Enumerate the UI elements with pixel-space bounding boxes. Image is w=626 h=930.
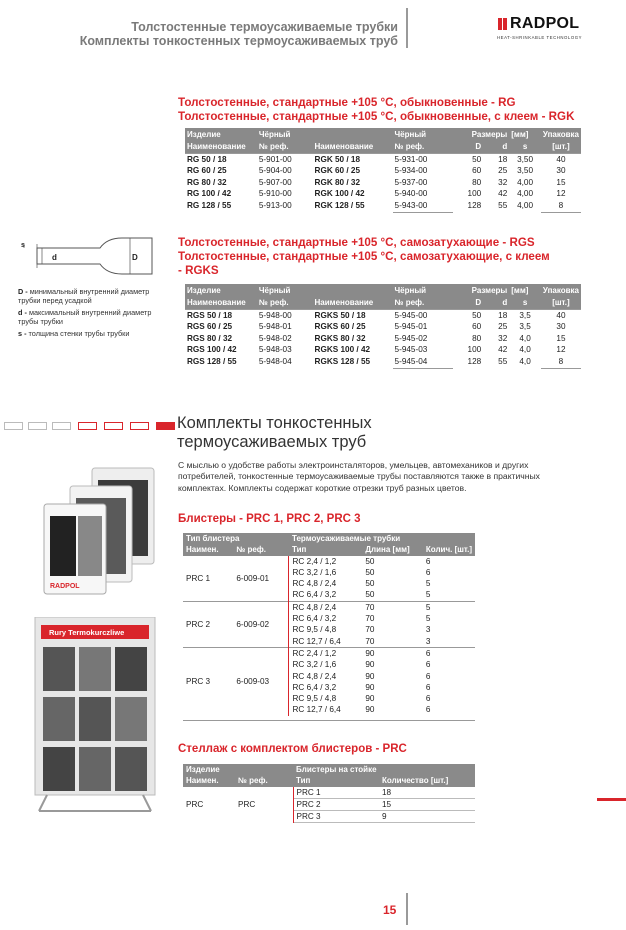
table-cell: 5-945-03 [394,345,428,355]
table-row [183,787,475,799]
table-cell: RGS 128 / 55 [187,357,237,367]
table-cell: 40 [556,154,566,164]
th: D [453,141,483,153]
blisters-table [183,533,475,721]
table-cell: RGKS 50 / 18 [314,310,366,320]
th: № реф. [393,141,454,153]
table-cell: RC 2,4 / 1,2 [289,647,362,659]
table-cell: 42 [498,189,508,199]
table-cell: 90 [365,660,375,670]
th: № реф. [257,141,313,153]
th: [шт.] [541,297,581,309]
table1-title-2: Толстостенные, стандартные +105 °C, обыкновенные, с клеем - RGK [178,110,575,123]
blister-photo [40,460,158,600]
table-row [185,356,581,368]
table-cell: RGS 100 / 42 [187,345,237,355]
table-cell: RGK 100 / 42 [314,189,365,199]
table-cell: 8 [541,200,581,212]
table-cell: 6-009-01 [233,556,289,602]
table-cell: 5-931-00 [394,154,428,164]
table-cell: RGKS 100 / 42 [314,345,371,355]
th: Упаковка [541,284,581,297]
table-row [185,200,581,212]
table-cell: PRC [186,800,204,810]
table-cell: RC 6,4 / 3,2 [292,682,337,692]
logo-mark-icon [497,16,509,32]
table-cell: 3,50 [517,154,534,164]
table-cell: RG 80 / 32 [187,177,227,187]
th: d [483,141,509,153]
table-cell: RC 3,2 / 1,6 [292,567,337,577]
table-cell: 15 [556,333,566,343]
table-cell: 3,5 [519,322,531,332]
table-cell: 5-937-00 [394,177,428,187]
table-cell: RC 4,8 / 2,4 [292,579,337,589]
th: Изделие [185,128,257,141]
table-cell: RGKS 60 / 25 [314,322,366,332]
table-cell: RGS 50 / 18 [187,310,233,320]
table-cell: 4,0 [519,345,531,355]
th: Размеры [453,128,509,141]
table-cell: 5-904-00 [258,166,292,176]
table-cell: 50 [472,310,482,320]
table-cell: 5-945-02 [394,333,428,343]
table-cell: RGK 60 / 25 [314,166,361,176]
table-cell: 5-945-01 [394,322,428,332]
diagram-label-D: D [132,253,138,262]
table-cell: 15 [556,177,566,187]
th: d [483,297,509,309]
table-cell: RC 6,4 / 3,2 [292,614,337,624]
table-cell: 18 [379,787,475,799]
table-cell: 90 [362,647,423,659]
side-accent [597,798,626,801]
th: [мм] [509,284,541,297]
diagram-label-d: d [52,253,57,262]
table2-title-3: - RGKS [178,264,219,277]
table-row [185,177,581,189]
table-cell: 5-910-00 [258,189,292,199]
th: D [453,297,483,309]
th: Тип [293,775,379,786]
table-cell: 4,00 [517,201,534,211]
table-cell: 70 [365,636,375,646]
header-divider [406,8,408,48]
diagram-label-s: s [21,242,25,249]
table-cell: 25 [498,166,508,176]
table-cell: 90 [365,682,375,692]
th: Блистеры на стойке [293,764,475,775]
table-cell: 80 [472,333,482,343]
divider-square [28,422,47,430]
table-cell: 70 [362,601,423,613]
table-row [185,188,581,200]
table-cell: 60 [472,322,482,332]
th: № реф. [393,297,454,309]
table-cell: 6 [425,705,431,715]
table-cell: 32 [498,333,508,343]
th: Упаковка [541,128,581,141]
header-line-2: Комплекты тонкостенных термоусаживаемых труб [79,34,398,48]
table-cell: 100 [467,189,482,199]
th: [шт.] [541,141,581,153]
table-cell: 30 [556,166,566,176]
blister-label: RADPOL [50,583,80,590]
th: Изделие [185,284,257,297]
table-cell: PRC [235,787,293,823]
table-cell: 3,5 [519,310,531,320]
table-cell: 5 [425,579,431,589]
table-cell: 5-948-01 [258,322,292,332]
th: Колич. [шт.] [423,544,475,555]
table-cell: 90 [365,705,375,715]
header-line-1: Толстостенные термоусаживаемые трубки [131,20,398,34]
table-cell: 5-940-00 [394,189,428,199]
table-cell: 9 [379,811,475,823]
table-cell: 6 [425,694,431,704]
table-cell: 90 [365,671,375,681]
table-cell: 6 [425,556,431,566]
table-cell: RC 6,4 / 3,2 [292,590,337,600]
th: Наименование [185,141,257,153]
table-cell: RC 4,8 / 2,4 [289,601,362,613]
divider-square [78,422,97,430]
blisters-title: Блистеры - PRC 1, PRC 2, PRC 3 [178,513,361,525]
table-cell: 6 [423,647,475,659]
table-cell: 90 [365,694,375,704]
table2-title-1: Толстостенные, стандартные +105 °C, самозатухающие - RGS [178,236,535,249]
table-cell: 5-943-00 [393,200,454,212]
th: Чёрный [393,284,454,297]
table-cell: 4,0 [519,357,531,367]
table-cell: 5-934-00 [394,166,428,176]
table-cell: 12 [556,345,566,355]
table-cell: PRC 1 [293,787,379,799]
table-cell: 6-009-03 [233,647,289,715]
legend [18,287,168,338]
table-cell: 5-901-00 [258,154,292,164]
table-row [183,647,475,659]
table-row [185,153,581,165]
divider-square [156,422,175,430]
th: s [509,141,541,153]
th [313,284,393,297]
th: Размеры [453,284,509,297]
table-row [185,309,581,321]
tube-diagram [12,232,162,280]
table-cell: 128 [467,357,482,367]
table-cell: 40 [556,310,566,320]
table-cell: 6 [425,682,431,692]
th: Наименование [313,297,393,309]
table-row [185,344,581,356]
table-cell: RC 2,4 / 1,2 [292,556,337,566]
table-cell: 50 [365,579,375,589]
legend-text: максимальный внутренний диаметр трубы трубки [18,308,152,326]
table-cell: RC 9,5 / 4,8 [292,694,337,704]
table-cell: 5-948-03 [258,345,292,355]
table-cell: 70 [365,625,375,635]
th: Чёрный [393,128,454,141]
table-cell: PRC 2 [183,601,233,647]
table-cell: RG 50 / 18 [187,154,227,164]
table-cell: RC 12,7 / 6,4 [292,636,341,646]
section-title-1: Комплекты тонкостенных [177,414,372,432]
table-cell: RGS 80 / 32 [187,333,233,343]
logo-word: RADPOL [510,15,580,32]
table-cell: 18 [498,154,508,164]
table1 [185,128,581,213]
rack-photo [33,617,157,813]
table-cell: 3 [425,625,431,635]
table-cell: 5-913-00 [258,201,292,211]
table-cell: 6 [425,671,431,681]
table-cell: 5-907-00 [258,177,292,187]
table-cell: 6 [425,567,431,577]
table-cell: 4,00 [517,177,534,187]
table2-title-2: Толстостенные, стандартные +105 °C, самозатухающие, с клеем [178,250,550,263]
divider-square [4,422,23,430]
table-cell: 18 [498,310,508,320]
table-cell: 12 [556,189,566,199]
table-row [183,601,475,613]
table-row [183,556,475,567]
table-cell: 5 [423,601,475,613]
th: Наименование [185,297,257,309]
th: Чёрный [257,128,313,141]
table-cell: 70 [365,614,375,624]
divider-square [130,422,149,430]
logo-subtitle: HEAT-SHRINKABLE TECHNOLOGY [497,35,583,40]
table-cell: 100 [467,345,482,355]
page-number: 15 [383,903,397,917]
table-cell: 32 [498,177,508,187]
legend-key: s - [18,329,27,338]
th [313,128,393,141]
table-cell: RGK 128 / 55 [314,201,365,211]
table-cell: PRC 3 [183,647,233,715]
table-cell: 5 [425,614,431,624]
th: Тип блистера [183,533,289,544]
legend-text: толщина стенки трубы трубки [28,329,130,338]
table2 [185,284,581,369]
section-title-2: термоусаживаемых труб [177,433,367,451]
table-cell: RC 9,5 / 4,8 [292,625,337,635]
th: Наимен. [183,544,233,555]
rack-table [183,764,475,823]
th: № реф. [257,297,313,309]
table-cell: 6 [425,660,431,670]
th: Изделие [183,764,293,775]
table-cell: 50 [472,154,482,164]
table-row [185,165,581,177]
th: Длина [мм] [362,544,423,555]
table-cell: 4,00 [517,189,534,199]
th: Термоусаживаемые трубки [289,533,475,544]
table-cell: RG 128 / 55 [187,201,232,211]
table-cell: 50 [365,556,375,566]
table-cell: 15 [379,798,475,810]
table-cell: 55 [498,201,508,211]
table-cell: 6-009-02 [233,601,289,647]
table-cell: 5-948-02 [258,333,292,343]
table-row [185,321,581,333]
rack-sign: Rury Termokurczliwe [49,628,125,637]
divider-square [52,422,71,430]
table-cell: PRC 2 [293,798,379,810]
th: Наимен. [183,775,235,786]
table-cell: 80 [472,177,482,187]
table-cell: 3 [425,636,431,646]
section-intro: С мыслью о удобстве работы электроинсталяторов, умельцев, автомехаников и других потребителей, тонкостенные термоусаживаемые трубы поставляются также в практичных комплектах. Комплекты содержат короткие отрезки труб разных цветов. [178,460,540,493]
table-cell: 50 [365,567,375,577]
th: № реф. [233,544,289,555]
th: [мм] [509,128,541,141]
table-cell: RGK 80 / 32 [314,177,361,187]
table-cell: RC 4,8 / 2,4 [292,671,337,681]
legend-text: минимальный внутренний диаметр трубки перед усадкой [18,287,150,305]
table-cell: 8 [541,356,581,368]
th: Чёрный [257,284,313,297]
table-cell: PRC 3 [293,811,379,823]
divider-square [104,422,123,430]
table-cell: 60 [472,166,482,176]
th: Тип [289,544,362,555]
th: № реф. [235,775,293,786]
table-cell: 4,0 [519,333,531,343]
radpol-logo [497,16,607,42]
table-cell: 5-945-04 [393,356,454,368]
th: Наименование [313,141,393,153]
rack-title: Стеллаж с комплектом блистеров - PRC [178,743,407,755]
th: Количество [шт.] [379,775,475,786]
table-cell: 5 [425,590,431,600]
table-cell: 5-948-00 [258,310,292,320]
th: s [509,297,541,309]
table-cell: RC 3,2 / 1,6 [292,660,337,670]
table-cell: 128 [467,201,482,211]
table-cell: 30 [556,322,566,332]
table-cell: 55 [498,357,508,367]
table-row [185,333,581,345]
footer-divider [406,893,408,925]
legend-key: D - [18,287,28,296]
table-cell: PRC 1 [186,573,211,583]
table-cell: RGS 60 / 25 [187,322,233,332]
table-cell: 50 [365,590,375,600]
table-cell: RC 12,7 / 6,4 [292,705,341,715]
table-cell: 42 [498,345,508,355]
table-cell: 3,50 [517,166,534,176]
table-cell: RGKS 80 / 32 [314,333,366,343]
table-cell: 5-945-00 [394,310,428,320]
table-cell: 25 [498,322,508,332]
table-cell: RGKS 128 / 55 [314,357,371,367]
table1-title-1: Толстостенные, стандартные +105 °C, обыкновенные - RG [178,96,516,109]
table-cell: RG 60 / 25 [187,166,227,176]
table-cell: RGK 50 / 18 [314,154,361,164]
table-cell: RG 100 / 42 [187,189,232,199]
legend-key: d - [18,308,27,317]
table-cell: 5-948-04 [258,357,292,367]
